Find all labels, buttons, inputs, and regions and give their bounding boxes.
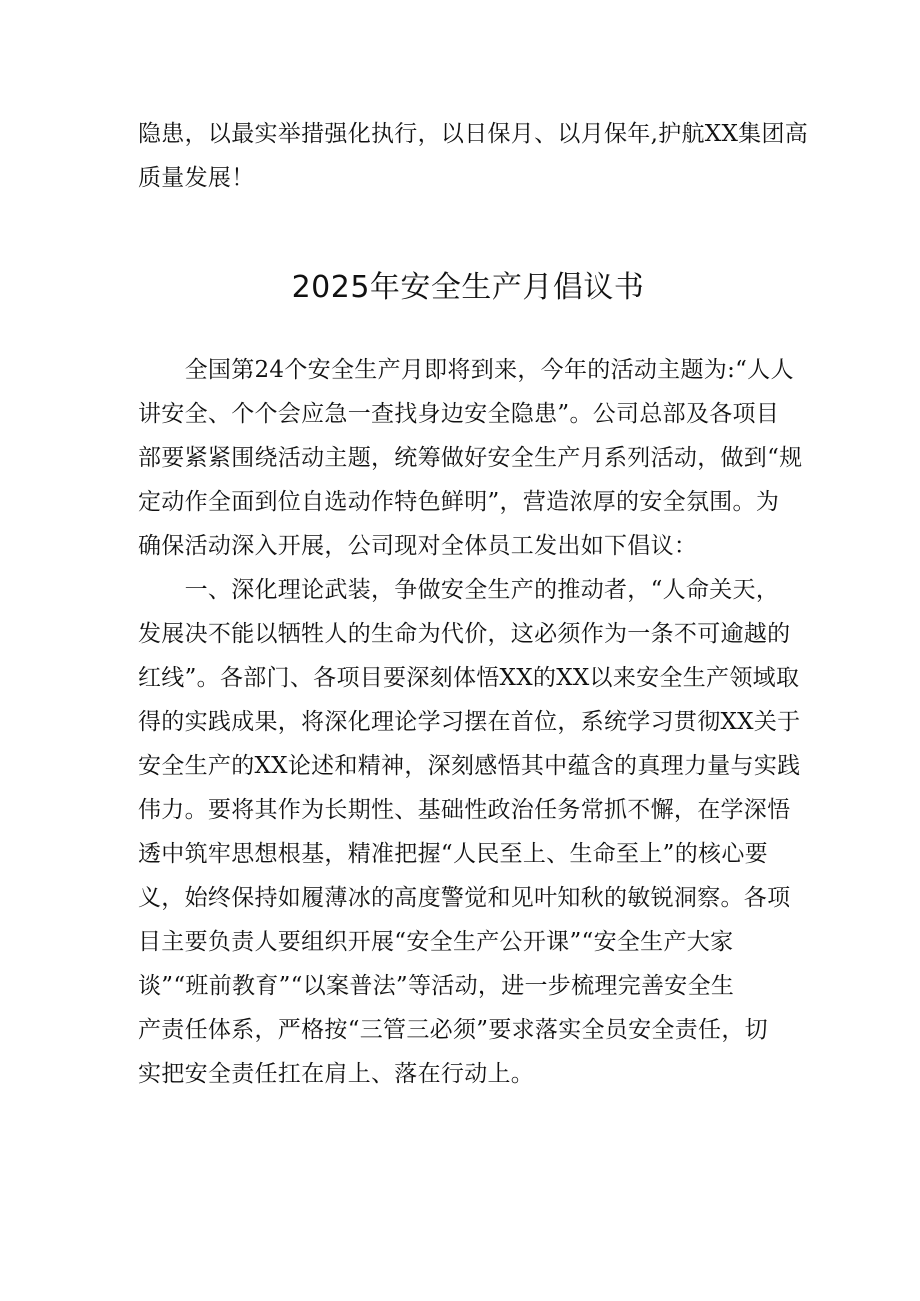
text-line: 得的实践成果，将深化理论学习摆在首位，系统学习贯彻XX关于 [138,709,801,735]
text-line: 安全生产的XX论述和精神，深刻感悟其中蕴含的真理力量与实践 [138,753,801,779]
text-line: 透中筑牢思想根基，精准把握“人民至上、生命至上”的核心要 [138,841,768,867]
document-page [138,112,809,1096]
text-line: 质量发展！ [138,165,255,191]
document-title: 2025年安全生产月倡议书 [291,270,645,305]
text-line: 产责任体系，严格按“三管三必须”要求落实全员安全责任，切 [138,1017,768,1043]
text-line: 定动作全面到位自选动作特色鲜明”，营造浓厚的安全氛围。为 [138,489,780,515]
text-line: 一、深化理论武装，争做安全生产的推动者，“人命关天， [138,577,780,603]
text-line: 部要紧紧围绕活动主题，统筹做好安全生产月系列活动，做到“规 [138,445,803,471]
text-line: 实把安全责任扛在肩上、落在行动上。 [138,1061,535,1087]
text-line: 目主要负责人要组织开展“安全生产公开课”“安全生产大家 [138,929,734,955]
text-line: 红线”。各部门、各项目要深刻体悟XX的XX以来安全生产领域取 [138,665,800,691]
text-line: 确保活动深入开展，公司现对全体员工发出如下倡议： [138,533,698,559]
text-line: 发展决不能以牺牲人的生命为代价，这必须作为一条不可逾越的 [138,621,791,647]
text-line: 全国第24个安全生产月即将到来，今年的活动主题为:“人人 [138,357,794,383]
paragraph-preface [138,348,803,568]
spacer [138,200,798,266]
intro-paragraph [138,112,809,200]
text-line: 讲安全、个个会应急一查找身边安全隐患”。公司总部及各项目 [138,401,780,427]
paragraph-section-one [138,568,801,1096]
text-line: 谈”“班前教育”“以案普法”等活动，进一步梳理完善安全生 [138,973,735,999]
text-line: 义，始终保持如履薄冰的高度警觉和见叶知秋的敏锐洞察。各项 [138,885,791,911]
spacer [138,310,798,348]
text-line: 伟力。要将其作为长期性、基础性政治任务常抓不懈，在学深悟 [138,797,791,823]
text-line: 隐患，以最实举措强化执行，以日保月、以月保年,护航XX集团高 [138,121,809,147]
